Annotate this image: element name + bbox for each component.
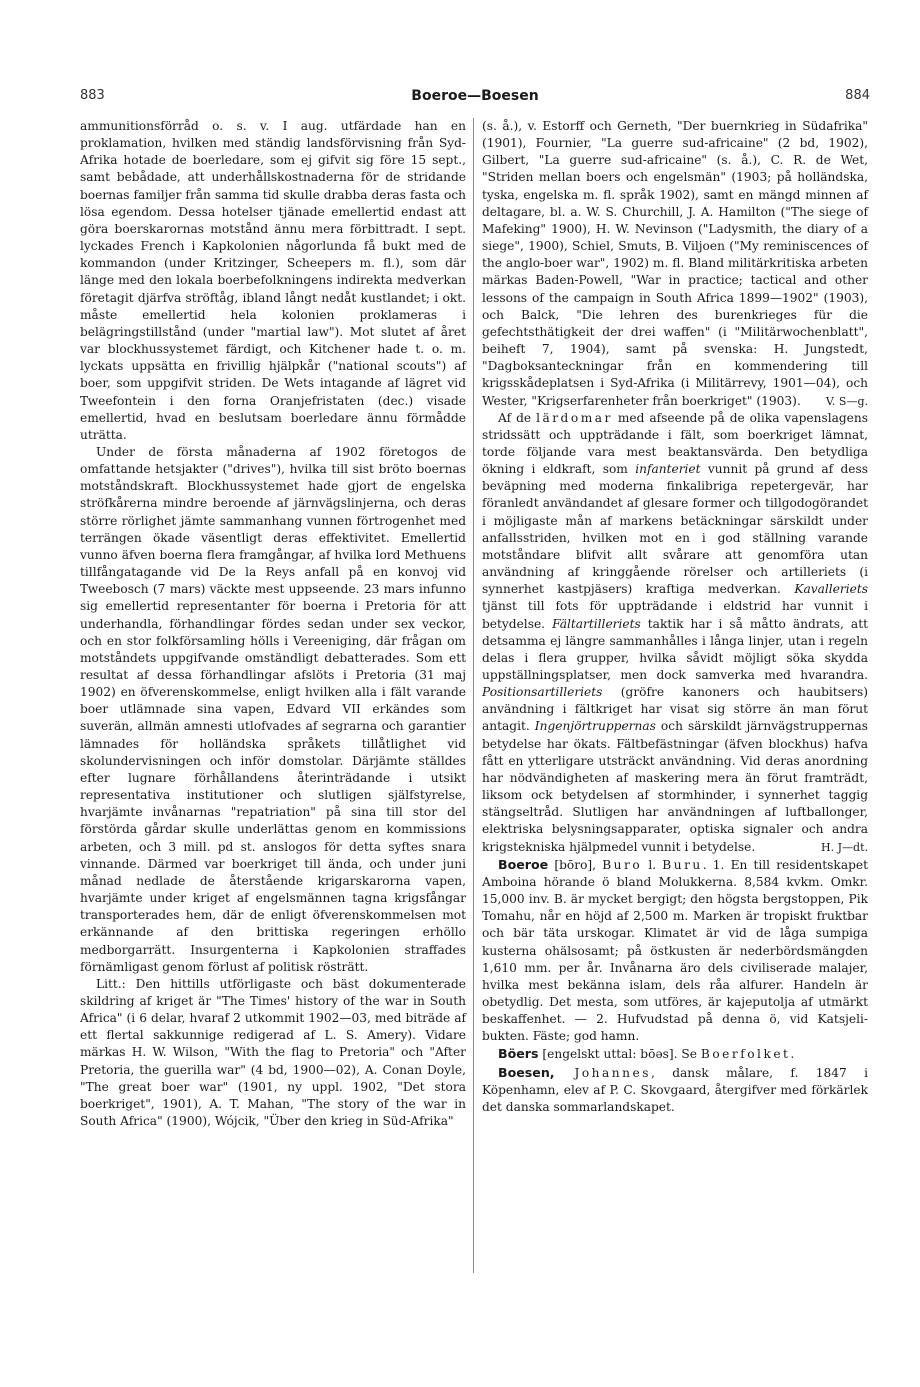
spaced-term: Buro (602, 857, 643, 872)
text-run: [engelskt uttal: bōəs]. Se (538, 1047, 701, 1062)
headword: Boesen, (498, 1064, 555, 1080)
headword: Böers (498, 1046, 539, 1062)
spaced-term: Buru (662, 857, 703, 872)
text-run: [bōro], (548, 857, 603, 872)
page-header (80, 88, 870, 110)
cross-reference: Boerfolket (700, 1047, 791, 1062)
author-signature: H. J—dt. (821, 840, 868, 854)
literature-continued: (s. å.), v. Estorff och Gerneth, "Der buernkrieg in Südafrika" (1901), Fournier, "La guerre sud-africaine" (2 bd, 1902), Gilbert, "La guerre sud-africaine" (s. å.), C. R. de Wet, "Striden mellan boers och engelsmän" (1903; på holländska, tyska, engelska m. fl. språk 1902), samt en mängd minnen af deltagare, bl. a. W. S. Churchill, J. A. Hamilton ("The siege of Mafeking" 1900), H. W. Nevinson ("Ladysmith, the diary of a siege", 1900), Schiel, Smuts, B. Viljoen ("My reminiscences of the anglo-boer war", 1902) m. fl. Bland militärkritiska arbeten märkas Baden-Powell, "War in practice; tactical and other lessons of the campaign in South Africa 1899—1902" (1903), och Balck, "Die lehren des burenkrieges für die gefechtsthätigkeit der drei waffen" (i "Militärwochenblatt", beiheft 7, 1904), samt på svenska: H. Jungstedt, "Dagboksanteckningar från en kommendering till krigsskådeplatsen i Syd-Afrika (i Militärrevy, 1901—04), och Wester, "Krigserfarenheter från boerkriget" (1903). (482, 119, 868, 408)
spaced-term: lärdomar (536, 410, 613, 425)
italic-term: Positionsartilleriets (482, 685, 603, 700)
text-run: . 1. En till residentskapet Amboina hörande ö bland Molukkerna. 8,584 kvkm. Omkr. 15,000 inv. B. är mycket bergigt; den högsta bergstoppen, Pik Tomahu, når en höjd af 2,500 m. Marken är tropiskt fruktbar och bär täta urskogar. Klimatet är vid de låga sumpiga kusterna ohälsosamt; på östkusten är nederbördsmängden 1,610 mm. per år. Invånarna äro dels civiliserade malajer, hvilka mest bekänna islam, dels råa alfurer. Handeln är obetydlig. Det mesta, som utföres, är kajeputolja af utmärkt beskaffenhet. — 2. Hufvudstad på denna ö, vid Katsjeli-bukten. Fäste; god hamn. (482, 857, 868, 1044)
italic-term: Fältartilleriets (552, 616, 641, 631)
text-run: Af de (498, 410, 537, 425)
literature-paragraph: Litt.: Den hittills utförligaste och bäst dokumenterade skildring af kriget är "The Times' history of the war in South Africa" (i 6 delar, hvaraf 2 utkommit 1902—03, med biträde af ett flertal sakkunnige redigerad af L. S. Amery). Vidare märkas H. W. Wilson, "With the flag to Pretoria" och "After Pretoria, the guerilla war" (4 bd, 1900—02), A. Conan Doyle, "The great boer war" (1901, ny uppl. 1902, "Det stora boerkriget", 1901), A. T. Mahan, "The story of the war in South Africa" (1900), Wójcik, "Über den krieg in Süd-Afrika" (80, 976, 466, 1129)
paragraph: ammunitionsförråd o. s. v. I aug. utfärdade han en proklamation, hvilken med ständig landsförvisning från Syd-Afrika hotade de boerledare, som ej gifvit sig före 15 sept., samt bebådade, att underhållskostnaderna för de stridande boernas familjer från samma tid skulle drabba deras fasta och lösa egendom. Dessa hotelser tjänade emellertid endast att göra boerskarornas motstånd ännu mera förbittradt. I sept. lyckades French i Kapkolonien någorlunda få bukt med de kommandon (under Kritzinger, Scheepers m. fl.), som där länge med den lokala boerbefolkningens indirekta medverkan företagit djärfva ströftåg, ibland långt nedåt kustlandet; i okt. måste emellertid hela kolonien proklameras i belägringstillstånd (under "martial law"). Mot slutet af året var blockhussystemet färdigt, och Kitchener hade t. o. m. lyckats uppsätta en frivillig hjälpkår ("national scouts") af boer, som uppgifvit striden. De Wets intagande af lägret vid Tweefontein i den forna Oranjefristaten (dec.) visade emellertid, hvad en beslutsam boerledare ännu förmådde uträtta. (80, 119, 466, 442)
paragraph (482, 118, 868, 410)
paragraph (482, 410, 868, 856)
entry-boers (482, 1045, 868, 1063)
running-title: Boeroe—Boesen (411, 88, 539, 104)
page-number-left: 883 (80, 88, 105, 103)
text-run: . (790, 1047, 795, 1062)
text-run: l. (642, 857, 663, 872)
text-run: taktik har i så måtto ändrats, att detsamma ej längre sammanhålles i långa linjer, utan i regeln delas i flera grupper, hvilka såvidt möjligt söka skydda uppställningsplatser, men dock samverka med hvarandra. (482, 616, 868, 682)
text-run: vunnit på grund af dess beväpning med moderna finkalibriga repetergevär, har föranledt användandet af glesare former och tillgodogörandet i möjligaste mån af markens betäckningar särskildt under anfallsstriden, hvilken mot en i god ställning varande motståndare blifvit allt svårare att genomföra utan användning af kringgående rörelser och artilleriets (i synnerhet kastpjäsers) kraftiga medverkan. (482, 462, 868, 597)
text-run: (gröfre kanoners och haubitsers) användning i fältkriget har visat sig större än man förut antagit. (482, 685, 868, 734)
text-run: och särskildt järnvägstruppernas betydelse har ökats. Fältbefästningar (äfven blockhus) hafva fått en ytterligare utsträckt användning. Vid deras anordning har nödvändigheten af maskering mera än förut framträdt, liksom ock betydelsen af stormhinder, i synnerhet taggig stängseltråd. Slutligen har användningen af luftballonger, elektriska belysningsapparater, optiska signaler och andra krigstekniska hjälpmedel vunnit i betydelse. (482, 719, 868, 854)
italic-term: Kavalleriets (794, 582, 868, 597)
entry-boesen (482, 1064, 868, 1116)
text-run: med afseende på de olika vapenslagens stridssätt och uppträdande i fält, som boerkriget lämnat, torde följande vara mest beaktansvärda. Den betydliga ökning i eldkraft, som (482, 410, 868, 477)
headword: Boeroe (498, 856, 549, 872)
paragraph: Under de första månaderna af 1902 företogos de omfattande hetsjakter ("drives"), hvilka till sist bröto boernas motståndskraft. Blockhussystemet hade gjort de engelska ströfkårerna mindre beroende af järnvägslinjerna, och deras större rörlighet jämte sammanhang vunnen förtrogenhet med terrängen ökade väsentligt deras effektivitet. Emellertid vunno äfven boerna flera framgångar, af hvilka lord Methuens tillfångatagande vid De la Reys anfall på en konvoj vid Tweebosch (7 mars) väckte mest uppseende. 23 mars infunno sig emellertid representanter för boerna i Pretoria för att underhandla, förhandlingar fördes sedan under sex veckor, och en stor folkförsamling hölls i Vereeniging, där frågan om motståndets uppgifvande omständligt debatterades. Som ett resultat af dessa förhandlingar afslöts i Pretoria (31 maj 1902) en öfverenskommelse, enligt hvilken alla i fält varande boer utlämnade sina vapen, Edvard VII erkändes som suverän, allmän amnesti utlofvades af segrarna och garantier lämnades för holländska språkets tillåtlighet vid skolundervisningen och inför domstolar. Därjämte ställdes efter lugnare förhållandens återinträdande i utsikt representativa institutioner och slutligen själfstyrelse, hvarjämte invånarnas "repatriation" på sina till stor del förstörda gårdar skulle underlättas genom en kommissions arbeten, och 3 mill. pd st. anslogos för detta syftes snara vinnande. Därmed var boerkriget till ända, och under juni månad nedlade de återstående krigarskarorna vapen, hvarjämte under kriget af engelsmännen tagna krigsfångar transporterades hem, där de enligt öfverenskommelsen mot erkännande af den brittiska regeringen erhöllo medborgarrätt. Insurgenterna i Kapkolonien straffades förnämligast genom förlust af politisk rösträtt. (80, 444, 466, 974)
text-run: , dansk målare, f. 1847 i Köpenhamn, elev af P. C. Skovgaard, återgifver med förkärlek det danska sommarlandskapet. (482, 1065, 868, 1114)
italic-term: infanteriet (635, 462, 701, 477)
italic-term: Ingenjörtruppernas (534, 719, 656, 734)
entry-boeroe (482, 856, 868, 1046)
text-run: tjänst till fots för uppträdande i eldstrid har vunnit i betydelse. (482, 599, 868, 631)
left-column (80, 118, 466, 1130)
page-number-right: 884 (845, 88, 870, 103)
right-column (482, 118, 868, 1116)
column-divider (473, 118, 474, 1273)
author-signature: V. S—g. (825, 394, 868, 408)
spaced-term: Johannes (554, 1065, 651, 1080)
